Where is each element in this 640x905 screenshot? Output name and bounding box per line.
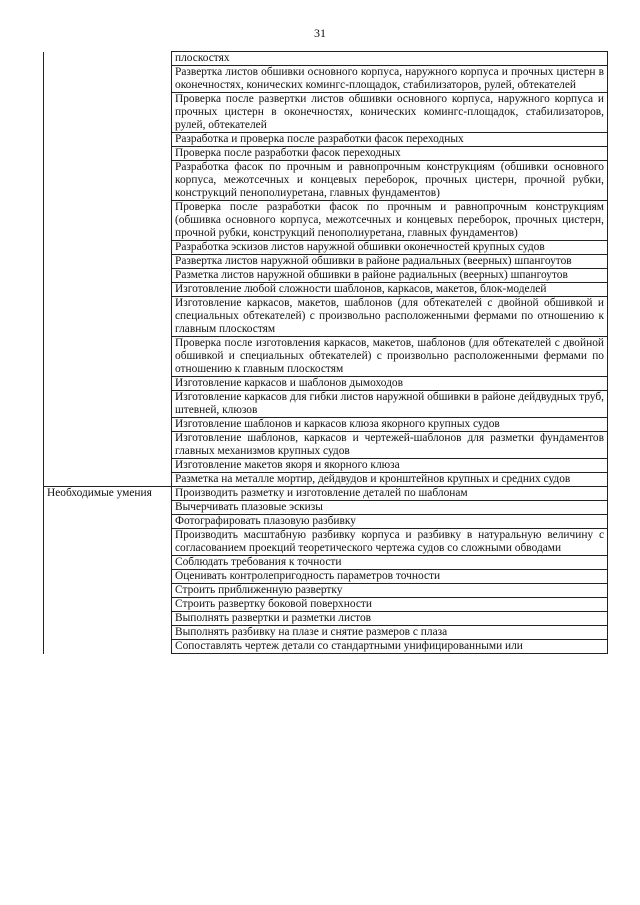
item-cell: Развертка листов обшивки основного корпуса, наружного корпуса и прочных цистерн в оконечностях, конических комингс-площадок, стабилизаторов, рулей, обтекателей: [172, 66, 608, 93]
item-cell: Фотографировать плазовую разбивку: [172, 515, 608, 529]
category-cell: Необходимые умения: [44, 487, 172, 654]
item-cell: Изготовление шаблонов и каркасов клюза якорного крупных судов: [172, 418, 608, 432]
item-cell: Вычерчивать плазовые эскизы: [172, 501, 608, 515]
item-cell: Изготовление каркасов, макетов, шаблонов (для обтекателей с двойной обшивкой и специальных обтекателей) с произвольно расположенными фермами по отношению к главным плоскостям: [172, 297, 608, 337]
item-cell: Изготовление каркасов и шаблонов дымоходов: [172, 377, 608, 391]
item-cell: Проверка после разработки фасок переходных: [172, 147, 608, 161]
item-cell: Оценивать контролепригодность параметров точности: [172, 570, 608, 584]
item-cell: Строить развертку боковой поверхности: [172, 598, 608, 612]
item-cell: Разметка на металле мортир, дейдвудов и кронштейнов крупных и средних судов: [172, 473, 608, 487]
qualification-table: [43, 51, 608, 654]
item-cell: Проверка после развертки листов обшивки основного корпуса, наружного корпуса и прочных цистерн в оконечностях, конических комингс-площадок, стабилизаторов, рулей, обтекателей: [172, 93, 608, 133]
item-cell: Выполнять развертки и разметки листов: [172, 612, 608, 626]
item-cell: Проверка после разработки фасок по прочным и равнопрочным конструкциям (обшивка основного корпуса, межотсечных и концевых переборок, прочных цистерн, прочной рубки, конструкций пенополиуретана, главных фундаментов): [172, 201, 608, 241]
item-cell: Изготовление каркасов для гибки листов наружной обшивки в районе дейдвудных труб, штевней, клюзов: [172, 391, 608, 418]
item-cell: Производить разметку и изготовление деталей по шаблонам: [172, 487, 608, 501]
item-cell: Развертка листов наружной обшивки в районе радиальных (веерных) шпангоутов: [172, 255, 608, 269]
item-cell: плоскостях: [172, 52, 608, 66]
table-row: [44, 487, 608, 501]
item-cell: Изготовление шаблонов, каркасов и чертежей-шаблонов для разметки фундаментов главных механизмов крупных судов: [172, 432, 608, 459]
item-cell: Проверка после изготовления каркасов, макетов, шаблонов (для обтекателей с двойной обшивкой и специальных обтекателей) с произвольно расположенными фермами по отношению к главным плоскостям: [172, 337, 608, 377]
page-number: 31: [314, 26, 326, 40]
item-cell: Сопоставлять чертеж детали со стандартными унифицированными или: [172, 640, 608, 654]
item-cell: Разработка и проверка после разработки фасок переходных: [172, 133, 608, 147]
item-cell: Разработка эскизов листов наружной обшивки оконечностей крупных судов: [172, 241, 608, 255]
category-cell: [44, 52, 172, 487]
item-cell: Разметка листов наружной обшивки в районе радиальных (веерных) шпангоутов: [172, 269, 608, 283]
item-cell: Выполнять разбивку на плазе и снятие размеров с плаза: [172, 626, 608, 640]
table-body: [44, 52, 608, 654]
item-cell: Производить масштабную разбивку корпуса и разбивку в натуральную величину с согласованием проекций теоретического чертежа судов со сложными обводами: [172, 529, 608, 556]
item-cell: Изготовление макетов якоря и якорного клюза: [172, 459, 608, 473]
item-cell: Строить приближенную развертку: [172, 584, 608, 598]
item-cell: Соблюдать требования к точности: [172, 556, 608, 570]
item-cell: Изготовление любой сложности шаблонов, каркасов, макетов, блок-моделей: [172, 283, 608, 297]
table-row: [44, 52, 608, 66]
item-cell: Разработка фасок по прочным и равнопрочным конструкциям (обшивки основного корпуса, межотсечных и концевых переборок, прочных цистерн, прочной рубки, конструкций пенополиуретана, главных фундаментов): [172, 161, 608, 201]
